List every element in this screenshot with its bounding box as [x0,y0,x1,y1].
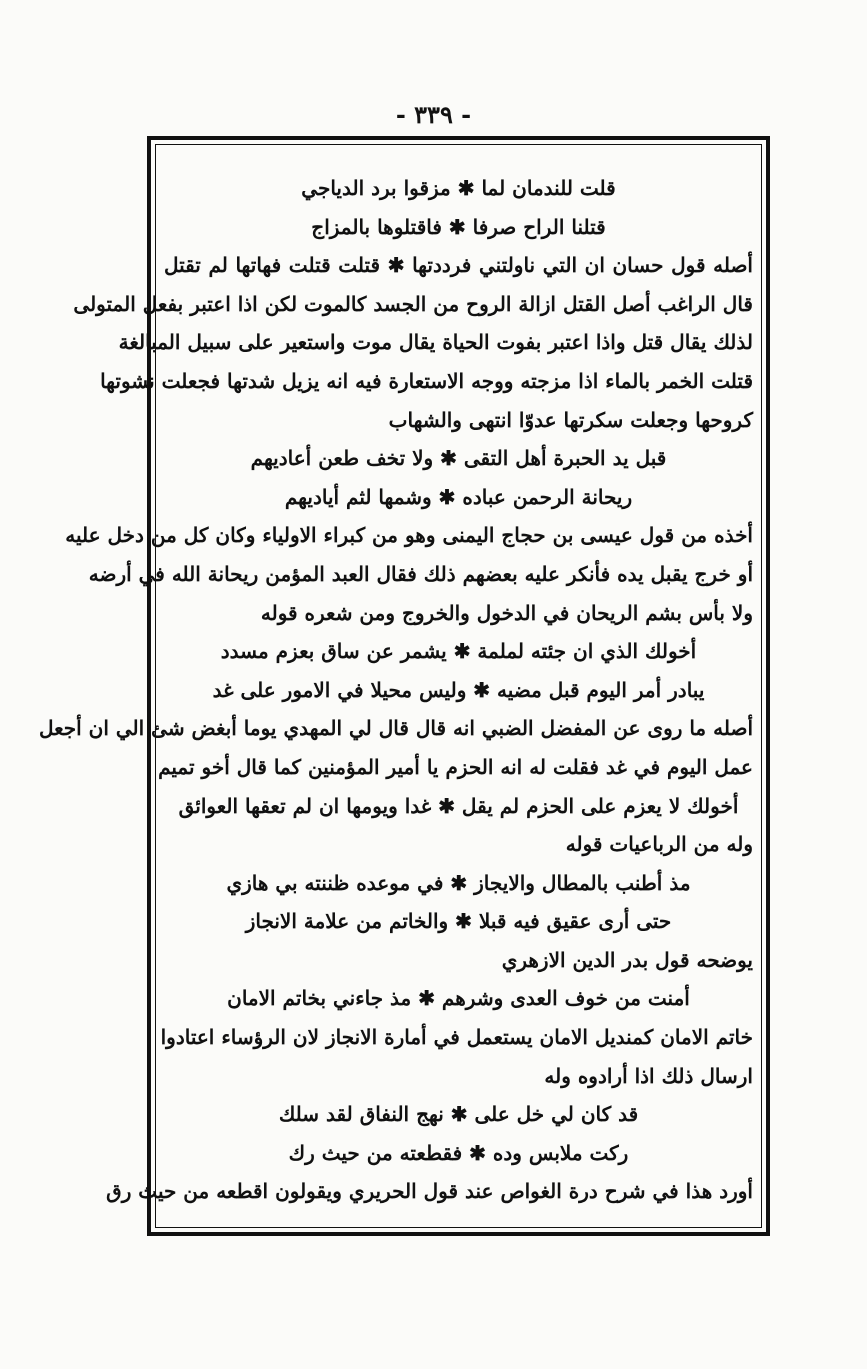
verse-line: قد كان لي خل على ✱ نهج النفاق لقد سلك [278,1102,639,1127]
prose-line: أصله قول حسان ان التي ناولتني فرددتها ✱ قتلت قتلت فهاتها لم تقتل [164,253,753,278]
verse-line: قتلنا الراح صرفا ✱ فاقتلوها بالمزاج [311,214,606,239]
prose-line: كروحها وجعلت سكرتها عدوّا انتهى والشهاب [388,407,753,432]
prose-line: ولا بأس بشم الريحان في الدخول والخروج ومن شعره قوله [260,600,753,625]
prose-line: خاتم الامان كمنديل الامان يستعمل في أمارة الانجاز لان الرؤساء اعتادوا [160,1025,753,1050]
verse-line: قبل يد الحبرة أهل التقى ✱ ولا تخف طعن أعاديهم [250,446,667,471]
prose-line: قال الراغب أصل القتل ازالة الروح من الجسد كالموت لكن اذا اعتبر بفعل المتولى [73,291,753,316]
verse-line: قلت للندمان لما ✱ مزقوا برد الدياجي [301,176,616,200]
prose-line: عمل اليوم في غد فقلت له انه الحزم يا أمير المؤمنين كما قال أخو تميم [158,754,753,779]
prose-line: ارسال ذلك اذا أرادوه وله [544,1063,753,1088]
prose-line: أخذه من قول عيسى بن حجاج اليمنى وهو من كبراء الاولياء وكان كل من دخل عليه [65,523,753,548]
prose-line: يوضحه قول بدر الدين الازهري [501,947,753,972]
verse-line: ركت ملابس وده ✱ فقطعته من حيث رك [288,1140,629,1165]
text-frame-inner [39,144,762,1228]
prose-line: قتلت الخمر بالماء اذا مزجته ووجه الاستعارة فيه انه يزيل شدتها فجعلت نشوتها [100,368,753,393]
page-number: - ٣٣٩ - [395,100,472,129]
verse-line: حتى أرى عقيق فيه قبلا ✱ والخاتم من علامة الانجاز [245,909,672,934]
text-body [39,169,753,1211]
prose-line: أصله ما روى عن المفضل الضبي انه قال قال لي المهدي يوما أبغض شئ الي ان أجعل [39,716,753,741]
verse-line: أخولك لا يعزم على الحزم لم يقل ✱ غدا ويومها ان لم تعقها العوائق [178,793,739,818]
verse-line: يبادر أمر اليوم قبل مضيه ✱ وليس محيلا في الامور على غد [212,677,705,702]
verse-line: ريحانة الرحمن عباده ✱ وشمها لثم أياديهم [284,484,633,509]
verse-line: مذ أطنب بالمطال والايجاز ✱ في موعده ظننته بي هازي [226,870,691,895]
text-frame [39,136,770,1236]
verse-line: أمنت من خوف العدى وشرهم ✱ مذ جاءني بخاتم الامان [227,986,690,1011]
prose-line: أورد هذا في شرح درة الغواص عند قول الحريري ويقولون اقطعه من حيث رق [106,1179,753,1204]
prose-line: وله من الرباعيات قوله [565,832,753,857]
prose-line: لذلك يقال قتل واذا اعتبر بفوت الحياة يقال موت واستعير على سبيل المبالغة [118,330,753,355]
prose-line: أو خرج يقبل يده فأنكر عليه بعضهم ذلك فقال العبد المؤمن ريحانة الله في أرضه [88,561,753,586]
verse-line: أخولك الذي ان جئته لملمة ✱ يشمر عن ساق بعزم مسدد [220,639,697,664]
